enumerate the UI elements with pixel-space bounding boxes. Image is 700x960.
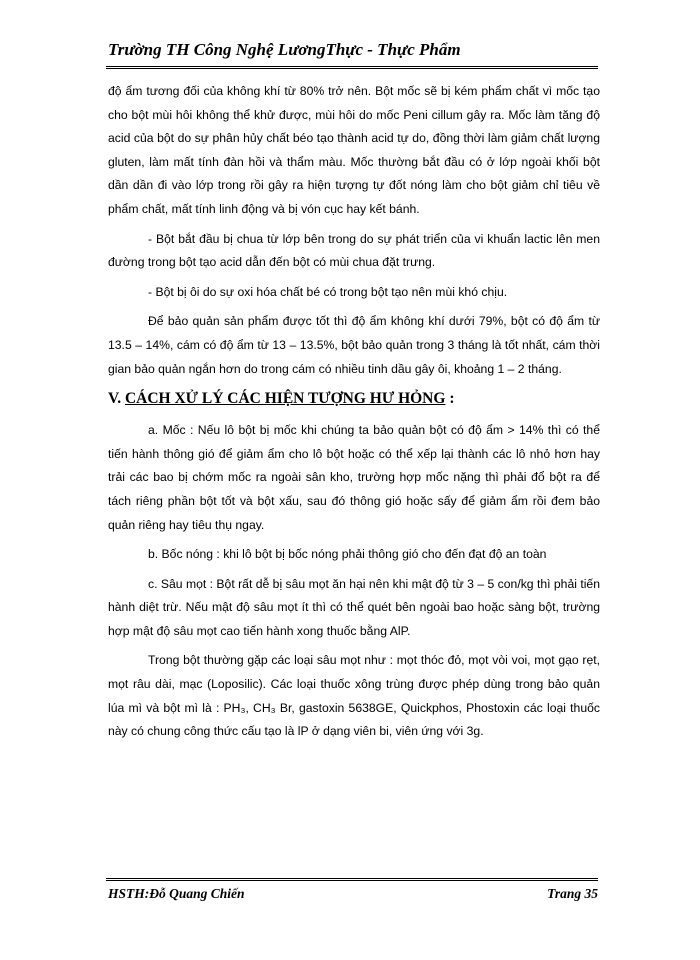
- footer-author: HSTH:Đỗ Quang Chiến: [108, 886, 245, 901]
- paragraph: b. Bốc nóng : khi lô bột bị bốc nóng phải thông gió cho đến đạt độ an toàn: [148, 547, 547, 562]
- paragraph: - Bột bắt đầu bị chua từ lớp bên trong do sự phát triển của vi khuẩn lactic lên men đường trong bột tạo acid dẫn đến bột có mùi chua đặt trưng.: [108, 231, 600, 270]
- paragraph: độ ẩm tương đối của không khí từ 80% trở nên. Bột mốc sẽ bị kém phẩm chất vì mốc tạo cho bột mùi hôi không thể khử được, mùi hôi do mốc Peni cillum gây ra. Mốc làm tăng độ acid của bột do sự phân hủy chất béo tạo thành acid tự do, đồng thời làm giảm chất lượng gluten, làm mất tính đàn hồi và thẩm màu. Mốc thường bắt đầu có ở lớp ngoài khối bột dần dần đi vào lớp trong rồi gây ra hiện tượng tự đốt nóng làm cho bột giảm chỉ tiêu về phẩm chất, mất tính linh động và bị vón cục hay kết bánh.: [108, 84, 600, 216]
- section-suffix: :: [445, 390, 455, 408]
- page-content: [108, 80, 600, 750]
- page-header-title: Trường TH Công Nghệ LươngThực - Thực Phẩm: [108, 40, 461, 59]
- paragraph: a. Mốc : Nếu lô bột bị mốc khi chúng ta bảo quản bột có độ ẩm > 14% thì có thể tiến hành thông gió để giảm ẩm cho lô bột hoặc có thể xếp lại thành các lô nhỏ hơn hay trải các bao bị chớm mốc ra ngoài sân kho, trường hợp mốc nặng thì phải đổ bột ra để tách riêng phần bột tốt và bột xấu, sau đó thông gió hoặc sấy để giảm ẩm rồi đem bảo quản riêng hay tiêu thụ ngay.: [108, 423, 600, 532]
- section-title: CÁCH XỬ LÝ CÁC HIỆN TƯỢNG HƯ HỎNG: [124, 390, 446, 408]
- header-rule: [106, 66, 598, 69]
- paragraph: c. Sâu mọt : Bột rất dễ bị sâu mọt ăn hại nên khi mật độ từ 3 – 5 con/kg thì phải tiến hành diệt trừ. Nếu mật độ sâu mọt ít thì có thể quét bên ngoài bao hoặc sàng bột, trường hợp mật độ sâu mọt cao tiến hành xong thuốc bằng AlP.: [108, 576, 600, 638]
- paragraph: - Bột bị ôi do sự oxi hóa chất bé có trong bột tạo nên mùi khó chịu.: [148, 284, 508, 299]
- footer-page-number: Trang 35: [547, 886, 598, 901]
- section-number: V.: [108, 390, 122, 408]
- footer-rule: [106, 878, 598, 881]
- paragraph: Để bảo quản sản phẩm được tốt thì độ ẩm không khí dưới 79%, bột có độ ẩm từ 13.5 – 14%, cám có độ ẩm từ 13 – 13.5%, bột bảo quản trong 3 tháng là tốt nhất, cám thời gian bảo quản ngắn hơn do trong cám có nhiều tinh dầu gây ôi, khoảng 1 – 2 tháng.: [108, 314, 600, 376]
- paragraph: Trong bột thường gặp các loại sâu mọt như : mọt thóc đỏ, mọt vòi voi, mọt gạo rẹt, mọt râu dài, mạc (Loposilic). Các loại thuốc xông trùng được phép dùng trong bảo quản lúa mì và bột mì là : PH₃, CH₃ Br, gastoxin 5638GE, Quickphos, Phostoxin các loại thuốc này có chung công thức cấu tạo là lP ở dạng viên bi, viên ứng với 3g.: [108, 653, 600, 739]
- section-heading: [108, 387, 600, 411]
